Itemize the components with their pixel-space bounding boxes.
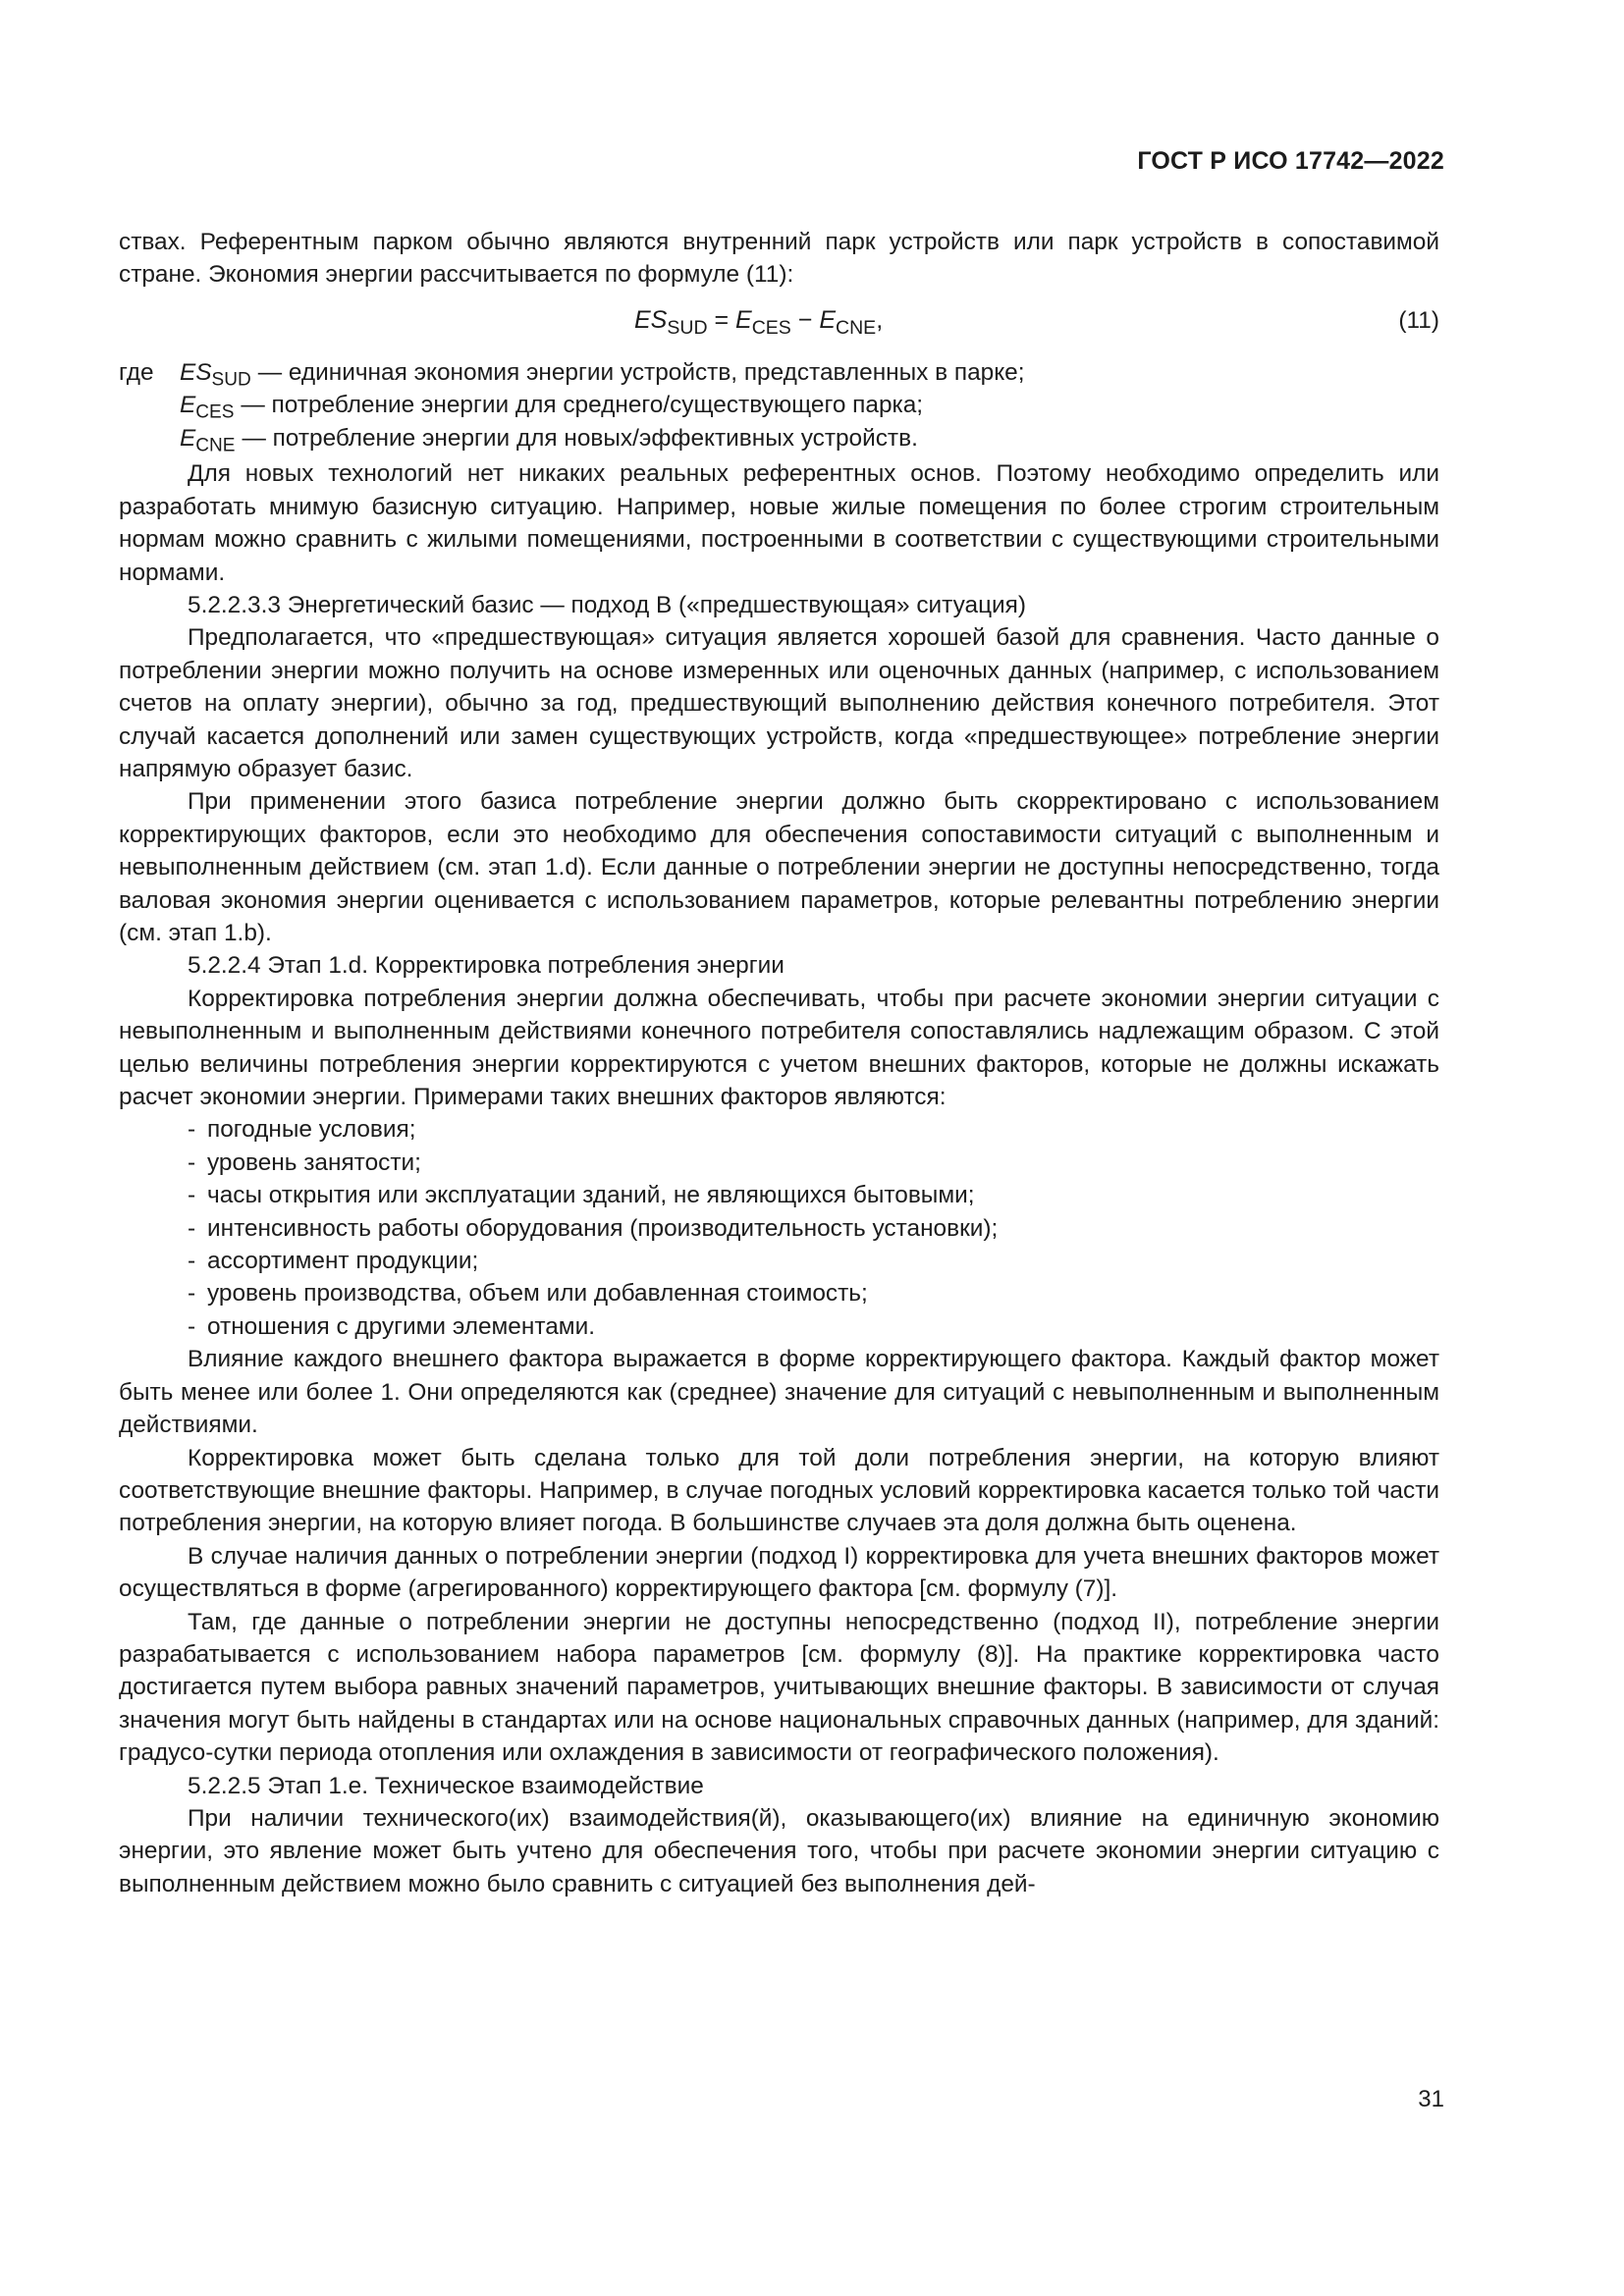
list-item [119,1179,1439,1211]
definition-row [119,356,1439,390]
paragraph: Для новых технологий нет никаких реальных референтных основ. Поэтому необходимо определить или разработать мнимую базисную ситуацию. Например, новые жилые помещения по более строгим строительным нормам можно сравнить с жилыми помещениями, построенными в соответствии с существующими строительными нормами. [119,460,1439,586]
definition-symbol-main: E [180,392,196,419]
list-item [119,1277,1439,1309]
definition-symbol [180,356,251,389]
definition-text: — единичная экономия энергии устройств, представленных в парке; [257,358,1025,386]
page-body [119,226,1439,1900]
definition-row [119,422,1439,455]
list-dash: - [188,1116,196,1144]
formula-11 [119,292,1439,356]
formula-lhs-sub: SUD [667,316,708,339]
formula-term2-sub: CNE [836,316,877,339]
paragraph: Влияние каждого внешнего фактора выражается в форме корректирующего фактора. Каждый фактор может быть менее или более 1. Они определяются как (среднее) значение для ситуаций с невыполненным и выполненным действиями. [119,1346,1439,1439]
paragraph: Корректировка может быть сделана только для той доли потребления энергии, на которую влияют соответствующие внешние факторы. Например, в случае погодных условий корректировка касается только той части потребления энергии, на которую влияет погода. В большинстве случаев эта доля должна быть оценена. [119,1444,1439,1537]
list-item-text: уровень производства, объем или добавленная стоимость; [207,1280,868,1308]
definition-symbol-sub: SUD [211,369,251,391]
list-item-text: отношения с другими элементами. [207,1312,595,1340]
paragraph: Там, где данные о потреблении энергии не доступны непосредственно (подход II), потребление энергии разрабатывается с использованием набора параметров [см. формулу (8)]. На практике корректировка часто достигается путем выбора равных значений параметров, учитывающих внешние факторы. В зависимости от случая значения могут быть найдены в стандартах или на основе национальных справочных данных (например, для зданий: градусо-сутки периода отопления или охлаждения в зависимости от географического положения). [119,1608,1439,1767]
list-dash: - [188,1280,196,1308]
paragraph: При наличии технического(их) взаимодействия(й), оказывающего(их) влияние на единичную экономию энергии, это явление может быть учтено для обеспечения того, чтобы при расчете экономии энергии ситуацию с выполненным действием можно было сравнить с ситуацией без выполнения дей- [119,1804,1439,1897]
section-heading-5-2-2-3-3: 5.2.2.3.3 Энергетический базис — подход В («предшествующая» ситуация) [188,591,1027,618]
formula-term1-sub: CES [751,316,791,339]
definition-symbol-sub: CES [195,402,235,424]
definition-text: — потребление энергии для новых/эффективных устройств. [242,424,918,452]
formula-minus: − [790,305,820,334]
list-item-text: погодные условия; [207,1116,416,1144]
list-dash: - [188,1214,196,1242]
formula-term1: E [735,305,752,334]
list-item [119,1113,1439,1146]
list-dash: - [188,1182,196,1209]
definition-symbol [180,422,235,454]
paragraph: В случае наличия данных о потреблении энергии (подход I) корректировка для учета внешних факторов может осуществляться в форме (агрегированного) корректирующего фактора [см. формулу (7)]. [119,1542,1439,1603]
list-item [119,1147,1439,1179]
list-item [119,1212,1439,1245]
list-dash: - [188,1148,196,1176]
page-number: 31 [1418,2086,1444,2112]
definition-lead: где [119,358,154,386]
section-heading-5-2-2-5: 5.2.2.5 Этап 1.е. Техническое взаимодействие [188,1772,704,1799]
definition-row [119,389,1439,422]
definition-symbol-main: ES [180,358,212,386]
formula-number: (11) [1398,306,1439,334]
formula-expression [634,304,883,337]
list-dash: - [188,1312,196,1340]
definition-symbol-main: E [180,424,196,452]
list-item-text: часы открытия или эксплуатации зданий, не являющихся бытовыми; [207,1182,975,1209]
definition-text: — потребление энергии для среднего/существующего парка; [241,392,924,419]
paragraph: Предполагается, что «предшествующая» ситуация является хорошей базой для сравнения. Часто данные о потреблении энергии можно получить на основе измеренных или оценочных данных (например, с использованием счетов на оплату энергии), обычно за год, предшествующий выполнению действия конечного потребителя. Этот случай касается дополнений или замен существующих устройств, когда «предшествующее» потребление энергии напрямую образует базис. [119,624,1439,782]
list-dash: - [188,1248,196,1275]
formula-lhs: ES [634,305,668,334]
formula-equals: = [707,305,736,334]
section-heading-5-2-2-4: 5.2.2.4 Этап 1.d. Корректировка потребления энергии [188,952,785,980]
intro-paragraph: ствах. Референтным парком обычно являются внутренний парк устройств или парк устройств в сопоставимой стране. Экономия энергии рассчитывается по формуле (11): [119,229,1439,289]
list-item-text: интенсивность работы оборудования (производительность установки); [207,1214,999,1242]
document-header: ГОСТ Р ИСО 17742—2022 [1137,147,1444,175]
list-item [119,1310,1439,1343]
formula-term2: E [819,305,837,334]
list-item-text: уровень занятости; [207,1148,421,1176]
list-item-text: ассортимент продукции; [207,1248,479,1275]
external-factors-list [119,1113,1439,1343]
formula-comma: , [876,305,884,334]
paragraph: При применении этого базиса потребление энергии должно быть скорректировано с использованием корректирующих факторов, если это необходимо для обеспечения сопоставимости ситуаций с выполненным и невыполненным действием (см. этап 1.d). Если данные о потреблении энергии не доступны непосредственно, тогда валовая экономия энергии оценивается с использованием параметров, которые релевантны потреблению энергии (см. этап 1.b). [119,788,1439,946]
definition-symbol-sub: CNE [195,435,236,456]
list-item [119,1245,1439,1277]
definition-symbol [180,389,235,424]
paragraph: Корректировка потребления энергии должна обеспечивать, чтобы при расчете экономии энергии ситуации с невыполненным и выполненным действиями конечного потребителя сопоставлялись надлежащим образом. С этой целью величины потребления энергии корректируются с учетом внешних факторов, которые не должны искажать расчет экономии энергии. Примерами таких внешних факторов являются: [119,985,1439,1111]
